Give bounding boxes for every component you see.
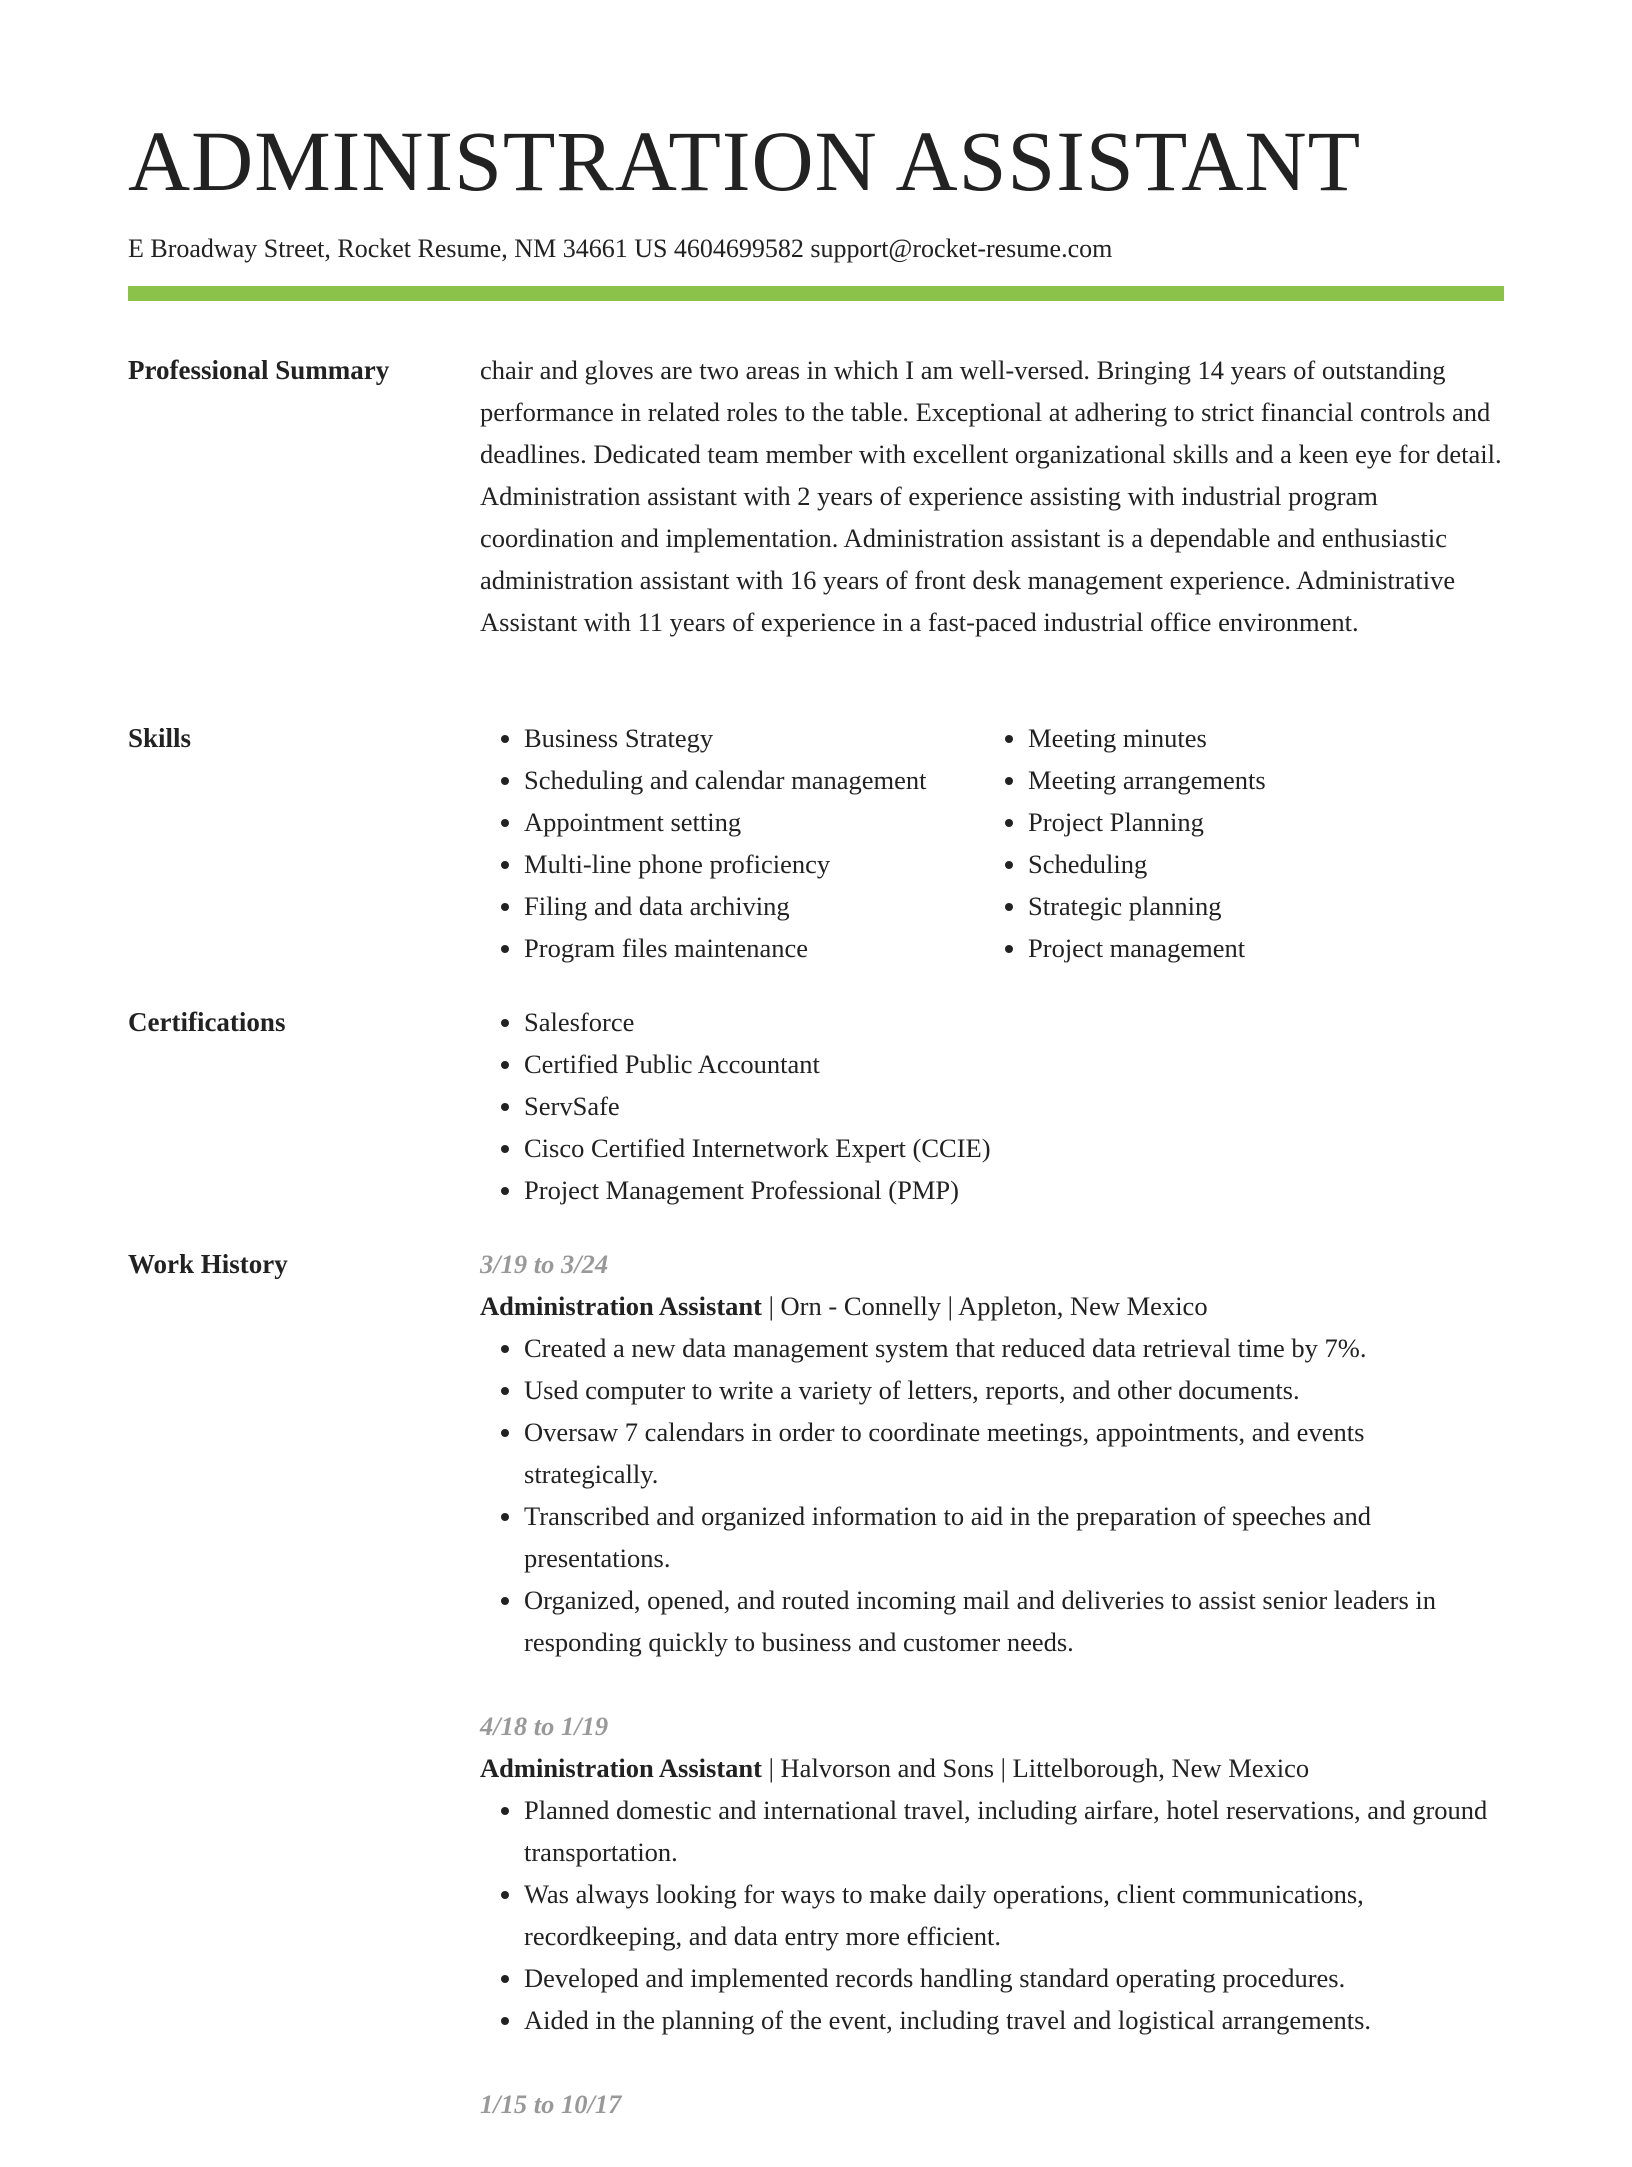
job-dates: 1/15 to 10/17	[480, 2089, 622, 2119]
certification-item: • Certified Public Accountant	[524, 1043, 1504, 1085]
job-bullet-list	[480, 1789, 1504, 2041]
skill-item: • Scheduling and calendar management	[524, 759, 1024, 801]
resume-title: ADMINISTRATION ASSISTANT	[128, 113, 1362, 209]
skill-item: • Meeting minutes	[1028, 717, 1528, 759]
contact-line: E Broadway Street, Rocket Resume, NM 34661 US 4604699582 support@rocket-resume.com	[128, 234, 1113, 263]
job-bullet: • Was always looking for ways to make daily operations, client communications, recordkeeping, and data entry more efficient.	[524, 1873, 1504, 1957]
section-label-summary: Professional Summary	[128, 355, 390, 385]
job-bullet: • Aided in the planning of the event, including travel and logistical arrangements.	[524, 1999, 1504, 2041]
skills-body	[480, 717, 1504, 969]
job-title: Administration Assistant	[480, 1753, 762, 1783]
certification-item: • Salesforce	[524, 1001, 1504, 1043]
job-bullet: • Organized, opened, and routed incoming mail and deliveries to assist senior leaders in responding quickly to business and customer needs.	[524, 1579, 1504, 1663]
job-entry	[480, 1705, 1504, 2041]
job-title: Administration Assistant	[480, 1291, 762, 1321]
job-details: | Orn - Connelly | Appleton, New Mexico	[761, 1291, 1208, 1321]
job-bullet-list	[480, 1327, 1504, 1663]
skill-item: • Meeting arrangements	[1028, 759, 1528, 801]
certifications-list	[480, 1001, 1504, 1211]
job-title-line	[480, 1747, 1504, 1789]
skill-item: • Filing and data archiving	[524, 885, 1024, 927]
header-divider	[128, 286, 1504, 301]
job-bullet: • Developed and implemented records handling standard operating procedures.	[524, 1957, 1504, 1999]
certification-item: • Cisco Certified Internetwork Expert (CCIE)	[524, 1127, 1504, 1169]
skills-columns	[480, 717, 1504, 969]
skill-item: • Multi-line phone proficiency	[524, 843, 1024, 885]
skill-item: • Project Planning	[1028, 801, 1528, 843]
section-label-skills: Skills	[128, 723, 192, 753]
skill-item: • Scheduling	[1028, 843, 1528, 885]
section-label-certifications: Certifications	[128, 1007, 286, 1037]
work-history-body	[480, 1243, 1504, 2167]
job-bullet: • Oversaw 7 calendars in order to coordinate meetings, appointments, and events strategically.	[524, 1411, 1504, 1495]
job-bullet: • Created a new data management system that reduced data retrieval time by 7%.	[524, 1327, 1504, 1369]
summary-text: chair and gloves are two areas in which I am well-versed. Bringing 14 years of outstanding performance in related roles to the table. Exceptional at adhering to strict financial controls and deadlines. Dedicated team member with excellent organizational skills and a keen eye for detail. Administration assistant with 2 years of experience assisting with industrial program coordination and implementation. Administration assistant is a dependable and enthusiastic administration assistant with 16 years of front desk management experience. Administrative Assistant with 11 years of experience in a fast-paced industrial office environment.	[480, 355, 1502, 637]
certification-item: • Project Management Professional (PMP)	[524, 1169, 1504, 1211]
job-details: | Halvorson and Sons | Littelborough, New Mexico	[761, 1753, 1310, 1783]
skill-item: • Program files maintenance	[524, 927, 1024, 969]
job-bullet: • Used computer to write a variety of letters, reports, and other documents.	[524, 1369, 1504, 1411]
certifications-body	[480, 1001, 1504, 1211]
job-entry	[480, 1243, 1504, 1663]
skill-item: • Project management	[1028, 927, 1528, 969]
skills-list-left	[480, 717, 1024, 969]
job-bullet: • Transcribed and organized information to aid in the preparation of speeches and presentations.	[524, 1495, 1504, 1579]
summary-body	[480, 349, 1504, 643]
section-label-work-history: Work History	[128, 1249, 288, 1279]
job-entry	[480, 2083, 1504, 2125]
skill-item: • Appointment setting	[524, 801, 1024, 843]
skill-item: • Business Strategy	[524, 717, 1024, 759]
job-title-line	[480, 1285, 1504, 1327]
job-dates: 4/18 to 1/19	[480, 1711, 609, 1741]
skills-list-right	[984, 717, 1528, 969]
job-dates: 3/19 to 3/24	[480, 1249, 609, 1279]
certification-item: • ServSafe	[524, 1085, 1504, 1127]
job-bullet: • Planned domestic and international travel, including airfare, hotel reservations, and ground transportation.	[524, 1789, 1504, 1873]
skill-item: • Strategic planning	[1028, 885, 1528, 927]
